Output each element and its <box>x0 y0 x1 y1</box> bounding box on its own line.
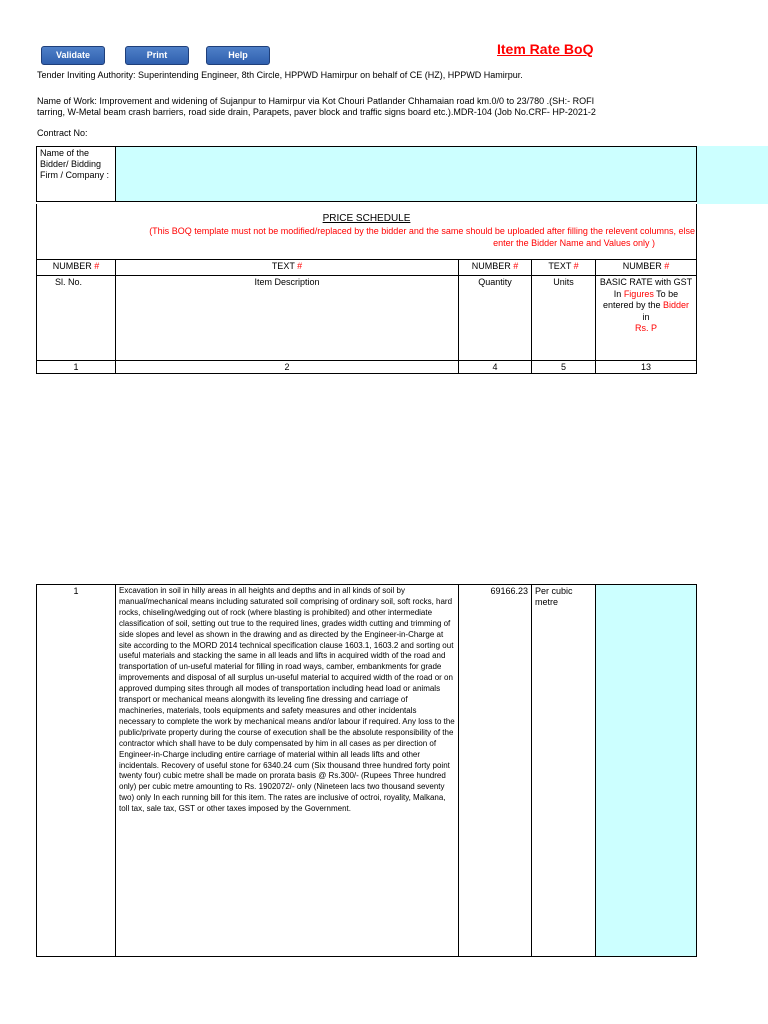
col-header-units: Units <box>532 276 596 361</box>
col-type-3: NUMBER # <box>459 260 532 276</box>
page-title: Item Rate BoQ <box>497 41 594 57</box>
col-number-2: 2 <box>116 361 459 374</box>
notice-line2: enter the Bidder Name and Values only ) <box>493 238 655 248</box>
bidder-label: Name of the Bidder/ Bidding Firm / Company : <box>37 147 116 202</box>
col-number-3: 4 <box>459 361 532 374</box>
validate-button[interactable]: Validate <box>41 46 105 65</box>
name-of-work-line2: tarring, W-Metal beam crash barriers, road side drain, Parapets, paver block and traffic signs board etc.).MDR-104 (Job No.CRF- HP-2021-2 <box>37 107 596 117</box>
bidder-name-input[interactable] <box>116 147 697 202</box>
col-number-5: 13 <box>596 361 697 374</box>
bidder-table <box>36 146 697 202</box>
item-sl: 1 <box>37 585 116 957</box>
col-header-quantity: Quantity <box>459 276 532 361</box>
tender-authority: Tender Inviting Authority: Superintending Engineer, 8th Circle, HPPWD Hamirpur on behalf of CE (HZ), HPPWD Hamirpur. <box>37 70 523 80</box>
help-button[interactable]: Help <box>206 46 270 65</box>
col-header-description: Item Description <box>116 276 459 361</box>
item-rate-input[interactable] <box>596 585 697 957</box>
bidder-name-input-extension[interactable] <box>697 146 768 204</box>
boq-header-table <box>36 259 697 374</box>
item-description: Excavation in soil in hilly areas in all heights and depths and in all kinds of soil by manual/mechanical means including saturated soil comprising of ordinary soil, soft rocks, hard rocks, chiseling/wedging out of rock (where blasting is prohibited) and other intermediate classification of soil, setting out true to the required lines, grades width cutting and trimming of side slopes and level as shown in the drawing and as directed by the Engineer-in-Charge at site according to the MORD 2014 technical specification clause 1603.1, 1603.2 and sorting out useful materials and stacking the same in all leads and lifts in acquired width of the road and transportation of un-useful material for filling in road ways, camber, embankments for grade improvements and disposal of all surplus un-useful material to acquired width of the road or on approved dumping sites through all modes of transportation including head load or animals transport or mechanical means alongwith its leveling fine dressing and carriage of machineries, materials, tools equipments and safety measures and other incidentals necessary to complete the work by mechanical means and/or labour if required. Any loss to the public/private property during the course of execution shall be the absolute responsibility of the contractor which shall have to be duly compensated by him in all cases as per direction of Engineer-in-Charge including entire carriage of material within all leads lifts and other incidentals. Recovery of useful stone for 6340.24 cum (Six thousand three hundred forty point twenty four) cubic metre shall be made on prorata basis @ Rs.300/- (Rupees Three hundred only) per cubic metre amounting to Rs. 1902072/- only (Nineteen lacs two thousand seventy two) only In each running bill for this item. The rates are inclusive of octroi, royality, Malkana, toll tax, sale tax, GST or other taxes imposed by the Government. <box>116 585 459 957</box>
contract-no: Contract No: <box>37 128 88 138</box>
print-button[interactable]: Print <box>125 46 189 65</box>
col-type-2: TEXT # <box>116 260 459 276</box>
col-header-rate: BASIC RATE with GST In Figures To be entered by the Bidder in Rs. P <box>596 276 697 361</box>
name-of-work-line1: Name of Work: Improvement and widening of Sujanpur to Hamirpur via Kot Chouri Patlander Chhamaian road km.0/0 to 23/780 .(SH:- ROFI <box>37 96 595 106</box>
price-schedule-notice <box>36 204 697 259</box>
col-number-4: 5 <box>532 361 596 374</box>
table-row <box>36 584 697 957</box>
item-unit: Per cubic metre <box>532 585 596 957</box>
item-quantity: 69166.23 <box>459 585 532 957</box>
col-header-sl: Sl. No. <box>37 276 116 361</box>
notice-text <box>40 225 695 249</box>
price-schedule-heading: PRICE SCHEDULE <box>322 213 411 224</box>
col-type-4: TEXT # <box>532 260 596 276</box>
notice-line1: (This BOQ template must not be modified/replaced by the bidder and the same should be uploaded after filling the relevent columns, else <box>149 226 695 236</box>
col-number-1: 1 <box>37 361 116 374</box>
col-type-5: NUMBER # <box>596 260 697 276</box>
col-type-1: NUMBER # <box>37 260 116 276</box>
